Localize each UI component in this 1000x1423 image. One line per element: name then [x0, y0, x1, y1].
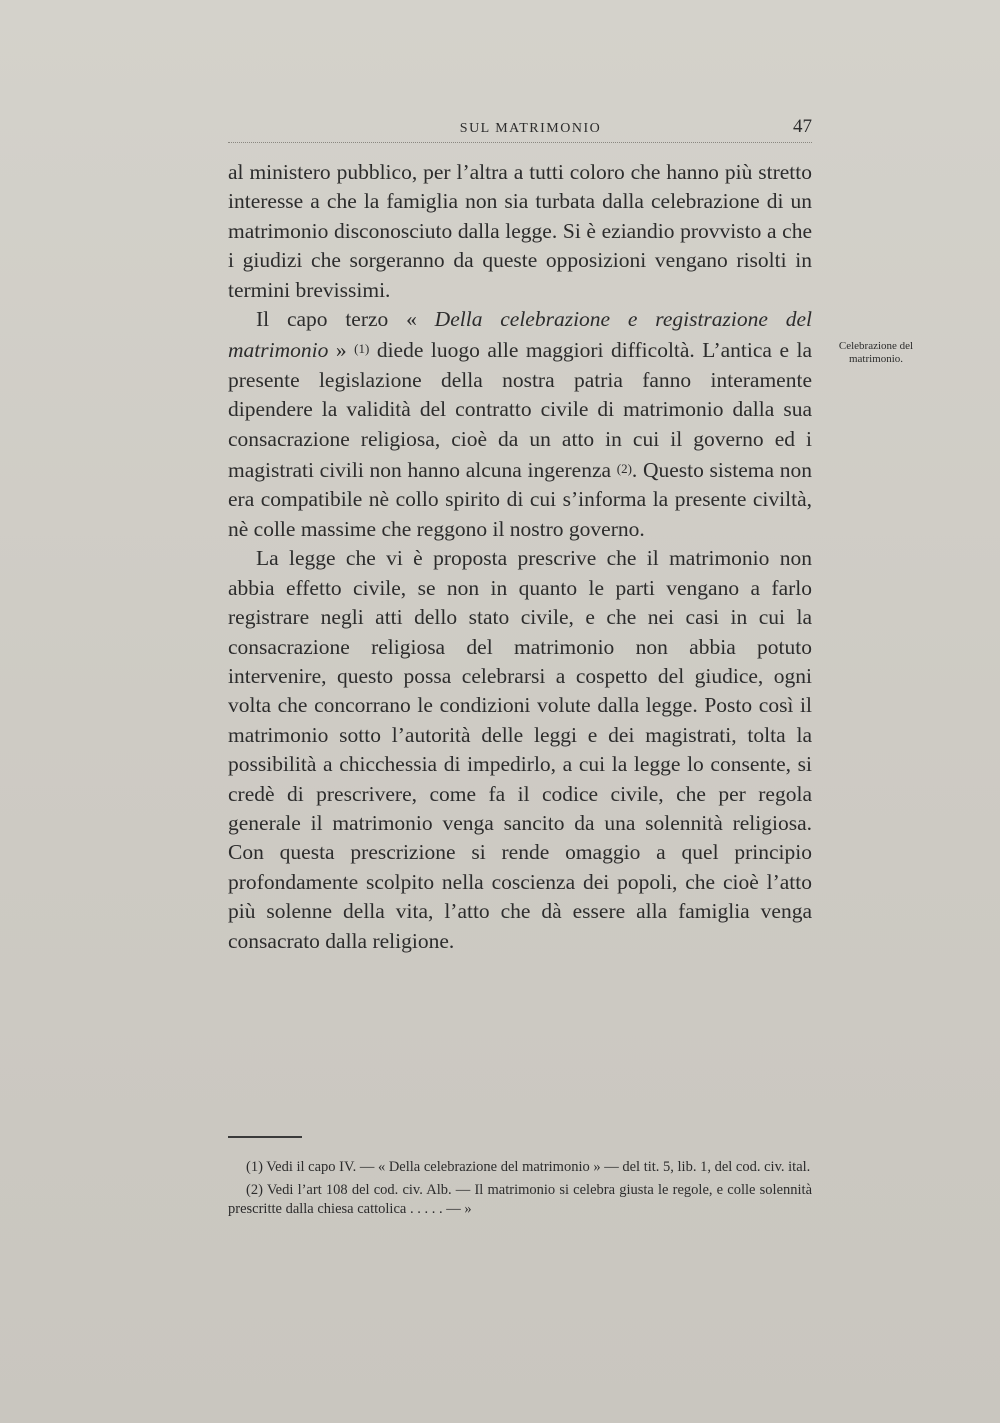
paragraph-3: La legge che vi è proposta prescrive che il matrimonio non abbia effetto civile, se non in quanto le parti vengano a farlo registrare negli atti dello stato civile, e che nei casi in cui la consacrazione religiosa del matrimonio non abbia potuto intervenire, questo possa celebrarsi a cospetto del giudice, ogni volta che concorrano le condizioni volute dalla legge. Posto così il matrimonio sotto l’autorità delle leggi e dei magistrati, tolta la possibilità a chicchessia di impedirlo, a cui la legge lo consente, si credè di prescrivere, come fa il codice civile, che per regola generale il matrimonio venga sancito da una solennità religiosa. Con questa prescrizione si rende omaggio a quel principio profondamente scolpito nella coscienza dei popoli, che cioè l’atto più solenne della vita, l’atto che dà essere alla famiglia venga consacrato dalla religione. [228, 546, 812, 953]
footnotes [228, 1158, 812, 1223]
chapter-title-italic: Della celebrazione e registrazione del matrimonio [228, 307, 813, 363]
footnote-ref-1: (1) [354, 341, 370, 357]
footnote-1: (1) Vedi il capo IV. — « Della celebrazione del matrimonio » — del tit. 5, lib. 1, del cod. civ. ital. [246, 1159, 811, 1175]
paragraph-2-end: . Questo sistema non era compatibile nè collo spirito di cui s’informa la presente civiltà, nè colle massime che reggono il nostro governo. [228, 458, 812, 541]
paragraph-2-middle: diede luogo alle maggiori difficoltà. L’antica e la presente legislazione della nostra patria fanno interamente dipendere la validità del contratto civile di matrimonio dalla sua consacrazione religiosa, cioè da un atto in cui il governo ed i magistrati civili non hanno alcuna ingerenza [228, 338, 813, 483]
paragraph-2 [228, 305, 812, 544]
margin-note: Celebrazione del matrimonio. [838, 340, 914, 365]
running-title: SUL MATRIMONIO [459, 121, 602, 136]
paragraph-2-close: » [335, 338, 347, 363]
footnote-ref-2: (2) [616, 461, 632, 477]
footnote-2: (2) Vedi l’art 108 del cod. civ. Alb. — Il matrimonio si celebra giusta le regole, e colle solennità prescritte dalla chiesa cattolica . . . . . — » [228, 1181, 812, 1217]
page-number: 47 [793, 116, 812, 137]
body-text [228, 158, 812, 956]
paragraph-1: al ministero pubblico, per l’altra a tutti coloro che hanno più stretto interesse a che la famiglia non sia turbata dalla celebrazione di un matrimonio disconosciuto dalla legge. Si è eziandio provvisto a che i giudizi che sorgeranno da queste opposizioni vengano risolti in termini brevissimi. [228, 160, 812, 302]
footnote-separator [228, 1136, 302, 1138]
paragraph-2-start: Il capo terzo « [256, 307, 417, 332]
page-header [228, 116, 812, 143]
